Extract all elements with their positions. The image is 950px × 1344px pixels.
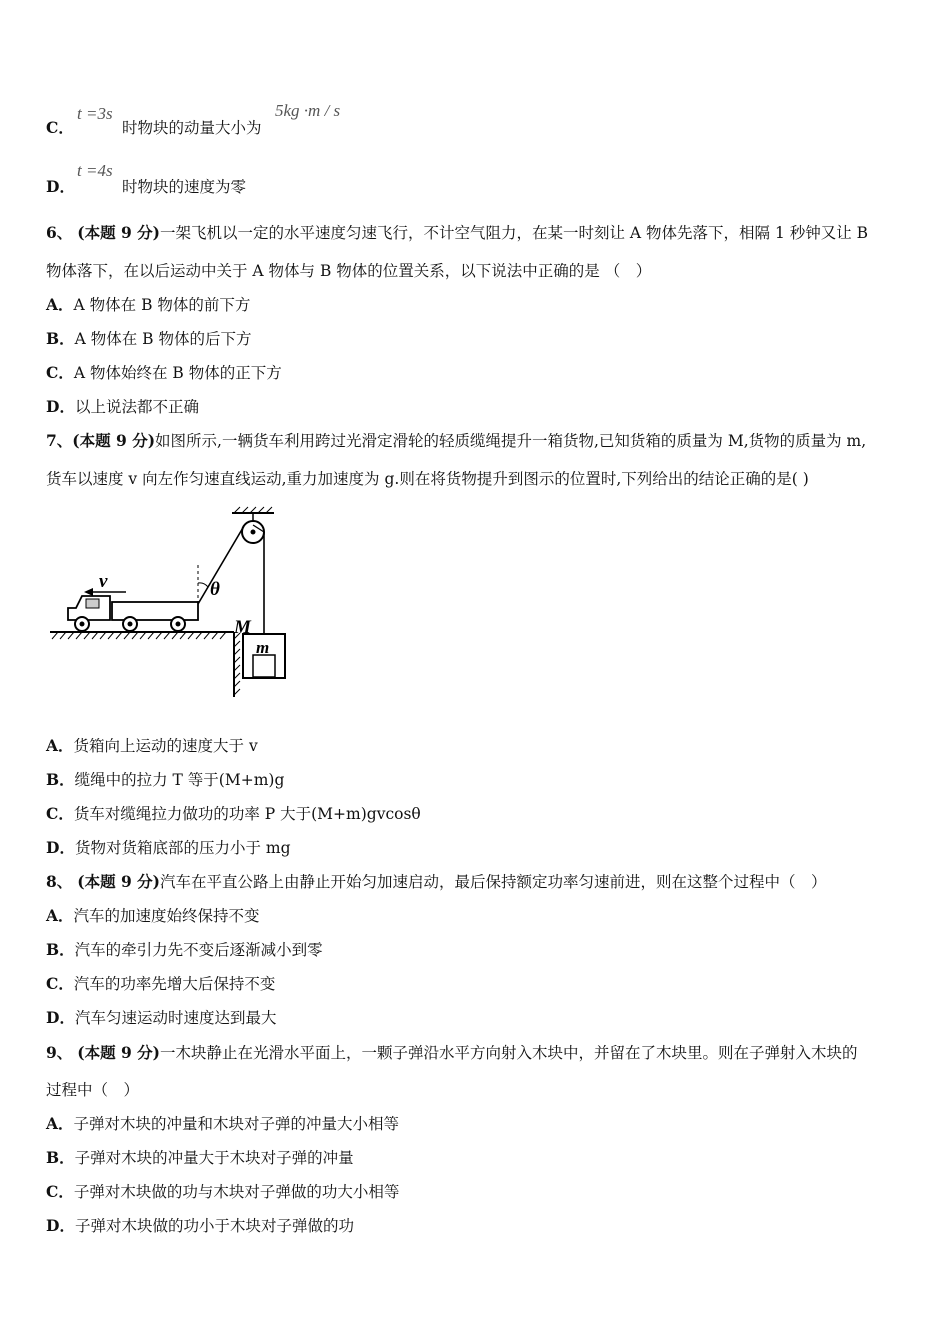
- item-label: 8、: [46, 872, 73, 891]
- item-label: C．: [46, 974, 74, 993]
- q9-stem-line2: 过程中（ ）: [46, 1081, 140, 1099]
- item-label: 6、: [46, 223, 73, 242]
- q9-option-a: A．子弹对木块的冲量和木块对子弹的冲量大小相等: [46, 1114, 400, 1133]
- q7-option-a: A．货箱向上运动的速度大于 v: [46, 736, 258, 755]
- mass-M-label: M: [234, 617, 251, 638]
- item-label: D．: [46, 1216, 75, 1235]
- score-marker: (本题 9 分): [77, 1043, 160, 1062]
- item-label: A．: [46, 1114, 74, 1133]
- item-label: C．: [46, 118, 74, 137]
- q7-option-d: D．货物对货箱底部的压力小于 mg: [46, 838, 291, 857]
- q8-stem: 8、 (本题 9 分)汽车在平直公路上由静止开始匀加速启动，最后保持额定功率匀速前进，则在这整个过程中（ ）: [46, 872, 827, 891]
- q7-figure: [46, 505, 296, 705]
- q6-option-a: A．A 物体在 B 物体的前下方: [46, 295, 251, 314]
- ceiling: [232, 507, 274, 521]
- q9-option-c: C．子弹对木块做的功与木块对子弹做的功大小相等: [46, 1182, 400, 1201]
- q8-option-a: A．汽车的加速度始终保持不变: [46, 906, 260, 925]
- item-label: A．: [46, 736, 74, 755]
- q5-option-d-text: 时物块的速度为零: [122, 178, 247, 196]
- theta-label: θ: [210, 579, 220, 600]
- item-label: C．: [46, 1182, 74, 1201]
- q8-option-d: D．汽车匀速运动时速度达到最大: [46, 1008, 277, 1027]
- item-label: A．: [46, 295, 74, 314]
- item-label: B．: [46, 940, 75, 959]
- item-label: 9、: [46, 1043, 73, 1062]
- item-label: B．: [46, 1148, 75, 1167]
- item-label: D．: [46, 1008, 75, 1027]
- q9-option-d: D．子弹对木块做的功小于木块对子弹做的功: [46, 1216, 354, 1235]
- score-marker: (本题 9 分): [72, 431, 156, 450]
- q6-option-d: D．以上说法都不正确: [46, 397, 199, 416]
- velocity-label: v: [99, 571, 108, 592]
- score-marker: (本题 9 分): [77, 872, 160, 891]
- q5-option-d-label: [46, 175, 75, 197]
- q7-option-b: B．缆绳中的拉力 T 等于(M+m)g: [46, 770, 285, 789]
- q5-option-c-time: t =3s: [77, 104, 113, 123]
- q6-option-b: B．A 物体在 B 物体的后下方: [46, 329, 252, 348]
- truck-icon: [68, 596, 198, 631]
- item-label: A．: [46, 906, 74, 925]
- q6-stem-line2: 物体落下，在以后运动中关于 A 物体与 B 物体的位置关系，以下说法中正确的是 （ ）: [46, 262, 652, 280]
- q8-option-b: B．汽车的牵引力先不变后逐渐减小到零: [46, 940, 323, 959]
- ground: [50, 632, 234, 639]
- score-marker: (本题 9 分): [77, 223, 160, 242]
- item-label: D．: [46, 177, 75, 196]
- item-label: B．: [46, 770, 75, 789]
- q9-option-b: B．子弹对木块的冲量大于木块对子弹的冲量: [46, 1148, 354, 1167]
- q6-option-c: C．A 物体始终在 B 物体的正下方: [46, 363, 282, 382]
- item-label: C．: [46, 363, 74, 382]
- pulley-icon: [242, 521, 264, 543]
- q9-stem-line1: 9、 (本题 9 分)一木块静止在光滑水平面上，一颗子弹沿水平方向射入木块中，并留在了木块里。则在子弹射入木块的: [46, 1043, 858, 1062]
- q5-option-c-value: 5kg ·m / s: [275, 101, 341, 120]
- q5-option-d-time: t =4s: [77, 161, 113, 180]
- item-label: 7、: [46, 431, 73, 450]
- item-label: B．: [46, 329, 75, 348]
- q8-option-c: C．汽车的功率先增大后保持不变: [46, 974, 276, 993]
- q5-option-c-text: 时物块的动量大小为: [122, 119, 262, 137]
- q7-option-c: C．货车对缆绳拉力做功的功率 P 大于(M+m)gvcosθ: [46, 804, 421, 823]
- q7-stem-line1: 7、(本题 9 分)如图所示,一辆货车利用跨过光滑定滑轮的轻质缆绳提升一箱货物,已知货箱的质量为 M,货物的质量为 m,: [46, 431, 867, 450]
- mass-m-label: m: [256, 638, 270, 657]
- q6-stem-line1: 6、 (本题 9 分)一架飞机以一定的水平速度匀速飞行，不计空气阻力，在某一时刻让 A 物体先落下，相隔 1 秒钟又让 B: [46, 223, 869, 242]
- angle-marker: [198, 565, 208, 604]
- wall: [234, 632, 240, 697]
- q7-stem-line2: 货车以速度 v 向左作匀速直线运动,重力加速度为 g.则在将货物提升到图示的位置时,下列给出的结论正确的是( ): [46, 470, 809, 488]
- item-label: C．: [46, 804, 74, 823]
- item-label: D．: [46, 397, 75, 416]
- item-label: D．: [46, 838, 75, 857]
- q5-option-c-label: [46, 116, 74, 138]
